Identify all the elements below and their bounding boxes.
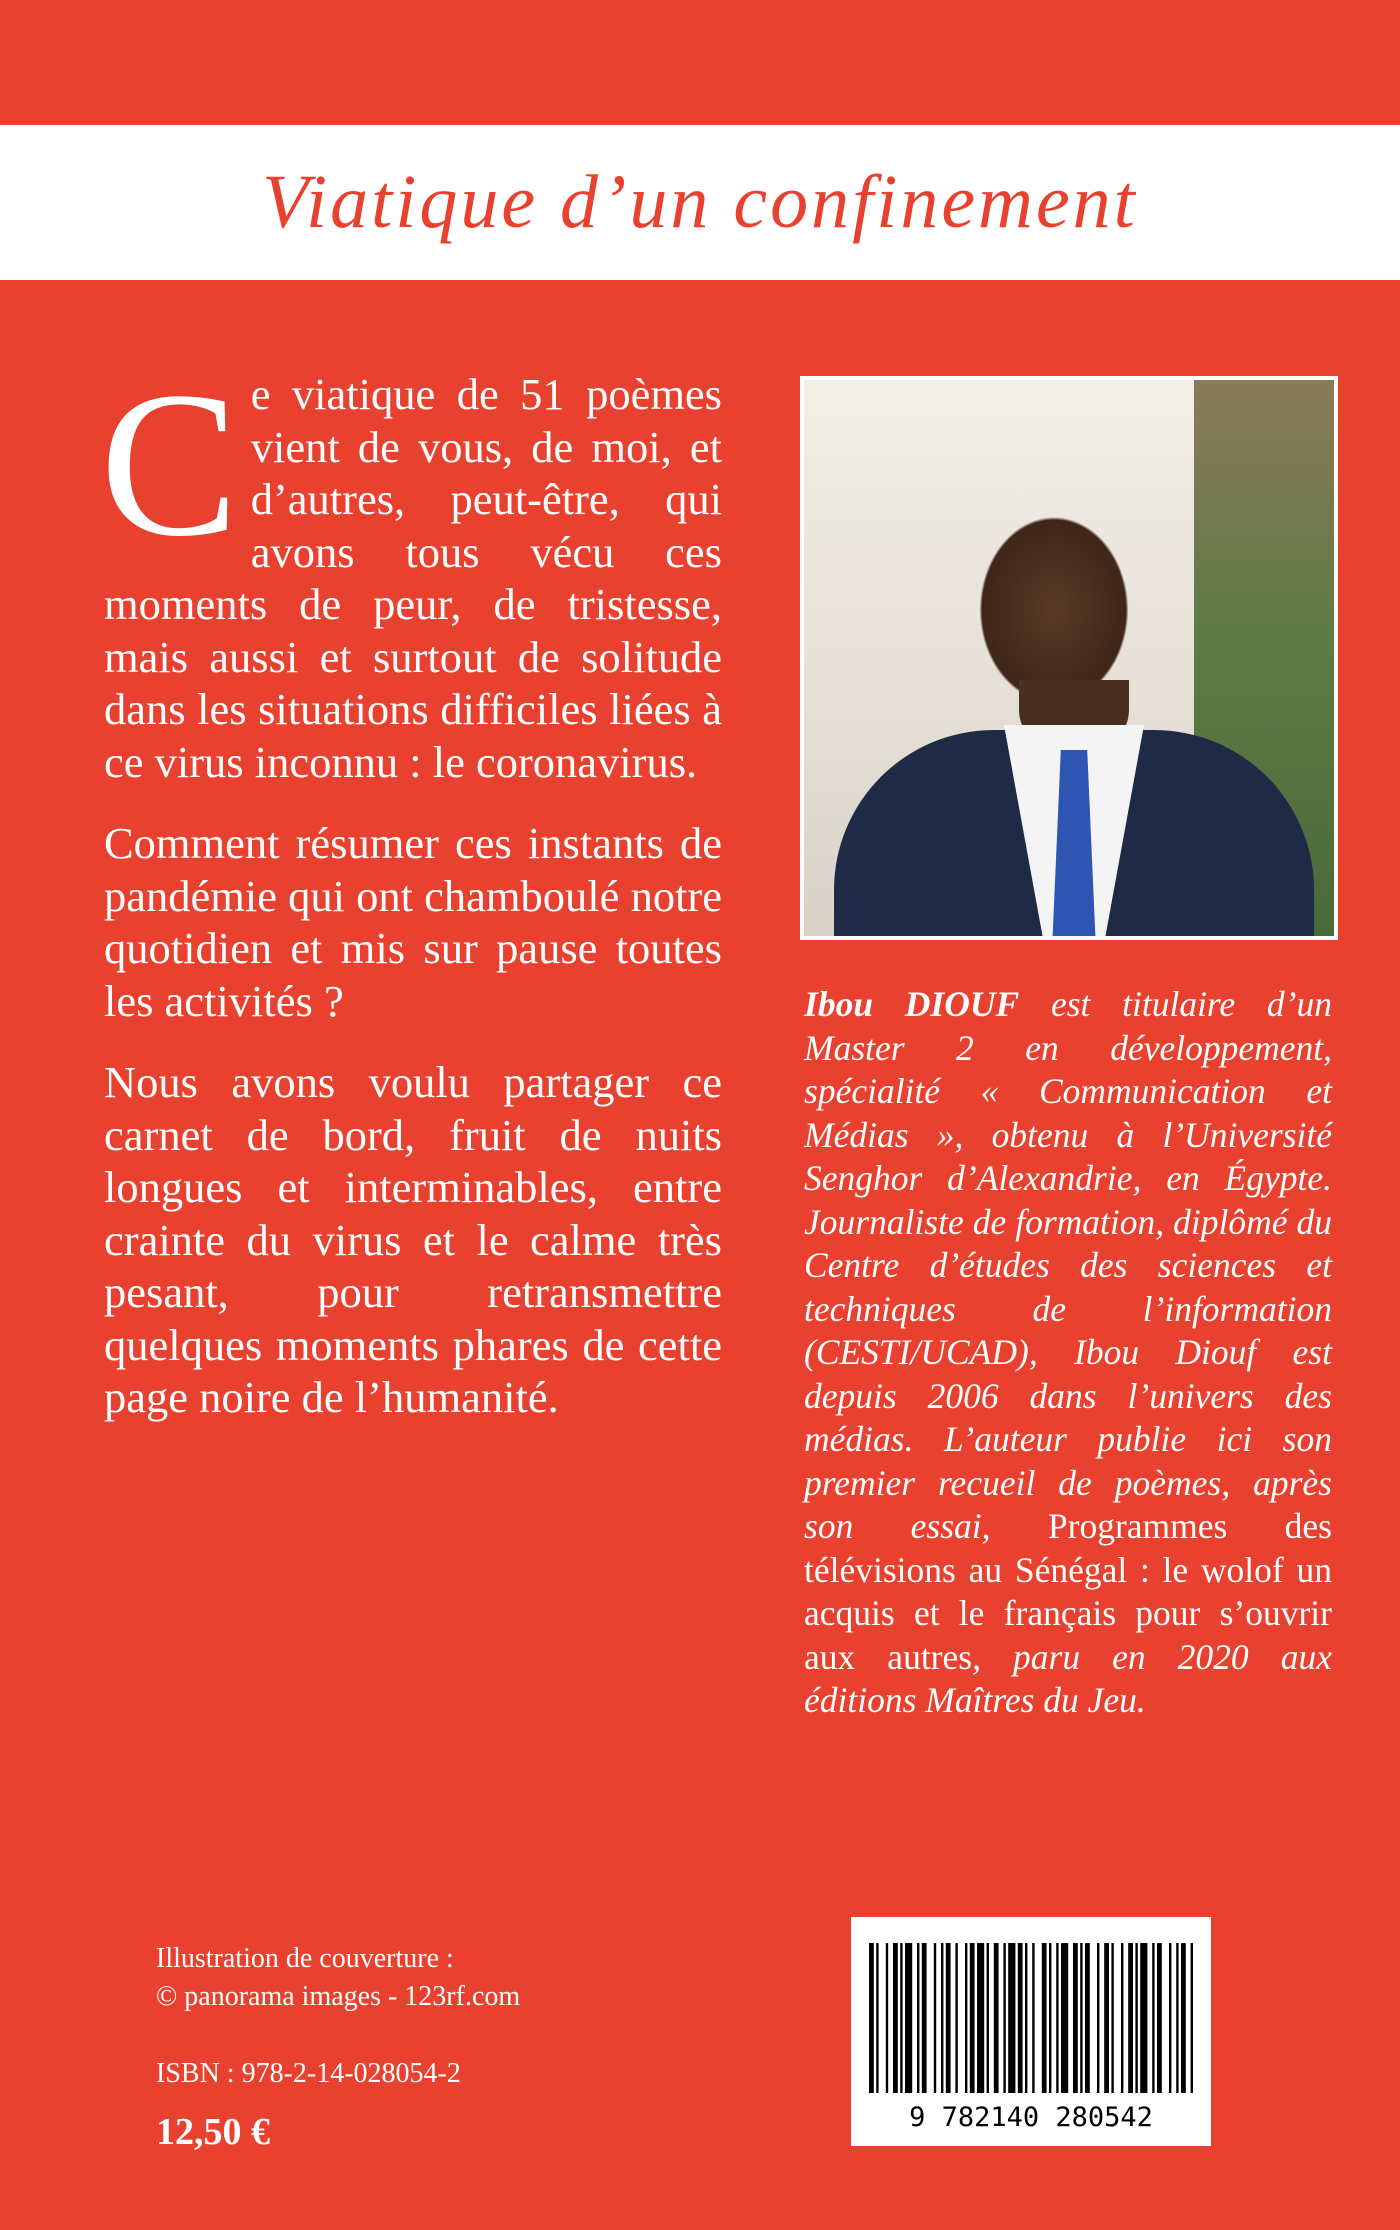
bio-text-b: , paru en 2020 aux éditions Maîtres du Jeu. (804, 1636, 1332, 1720)
blurb (100, 349, 722, 1453)
barcode-bar (946, 1943, 951, 2093)
barcode-bar (970, 1943, 975, 2093)
barcode-bar (994, 1943, 999, 2093)
barcode-digits: 9 782140 280542 (909, 2102, 1153, 2133)
barcode-bar (941, 1943, 943, 2093)
barcode-bar (1061, 1943, 1068, 2093)
bio-essay-title: Programmes des télévisions au Sénégal : le wolof un acquis et le français pour s’ouvrir aux autres (804, 1506, 1332, 1677)
blurb-paragraph-2: Comment résumer ces instants de pandémie qui ont chamboulé notre quotidien et mis sur pause toutes les activités ? (104, 818, 722, 1026)
barcode-bar (922, 1943, 927, 2093)
blurb-paragraph-1 (100, 349, 722, 788)
barcode-bar (1140, 1943, 1147, 2093)
barcode-bar (1121, 1943, 1123, 2093)
barcode-bar (934, 1943, 936, 2093)
barcode-bar (1049, 1943, 1051, 2093)
barcode-bar (1152, 1943, 1154, 2093)
title-band (0, 125, 1400, 280)
barcode-bar (1032, 1943, 1034, 2093)
barcode-bar (893, 1943, 898, 2093)
barcode-bar (1073, 1943, 1078, 2093)
barcode-bar (1025, 1943, 1027, 2093)
barcode-bar (869, 1943, 874, 2093)
barcode-bar (1018, 1943, 1023, 2093)
barcode-bar (1008, 1943, 1015, 2093)
barcode-bars (869, 1943, 1193, 2093)
barcode-bar (1169, 1943, 1171, 2093)
drop-cap: C (100, 349, 239, 579)
barcode-bar (905, 1943, 912, 2093)
barcode (851, 1917, 1211, 2146)
author-photo (800, 376, 1338, 940)
barcode-bar (876, 1943, 878, 2093)
barcode-bar (965, 1943, 967, 2093)
barcode-bar (1135, 1943, 1137, 2093)
barcode-bar (1085, 1943, 1090, 2093)
barcode-bar (1157, 1943, 1162, 2093)
barcode-bar (917, 1943, 919, 2093)
author-bio (804, 983, 1332, 1723)
barcode-bar (1181, 1943, 1186, 2093)
barcode-bar (955, 1943, 957, 2093)
blurb-paragraph-3: Nous avons voulu partager ce carnet de bord, fruit de nuits longues et interminables, entre crainte du virus et le calme très pesant, pour retransmettre quelques moments phares de cette page noire de l’humanité. (104, 1057, 722, 1422)
credits-line-2: © panorama images - 123rf.com (156, 1981, 521, 2012)
cover-credits (156, 1940, 520, 2016)
author-name: Ibou DIOUF (804, 984, 1020, 1024)
barcode-bar (1056, 1943, 1058, 2093)
barcode-bar (1191, 1943, 1193, 2093)
barcode-bar (1097, 1943, 1099, 2093)
barcode-bar (1128, 1943, 1133, 2093)
credits-line-1: Illustration de couverture : (156, 1943, 454, 1974)
blurb-paragraph-1-text: e viatique de 51 poèmes vient de vous, de moi, et d’autres, peut-être, qui avons tous vécu ces moments de peur, de tristesse, mais aussi et surtout de solitude dans les situations difficiles liées à ce virus inconnu : le coronavirus. (104, 369, 722, 787)
barcode-bar (977, 1943, 984, 2093)
barcode-svg (851, 1917, 1211, 2146)
price: 12,50 € (156, 2111, 270, 2153)
book-title: Viatique d’un confinement (262, 160, 1138, 244)
barcode-bar (886, 1943, 888, 2093)
barcode-bar (1080, 1943, 1082, 2093)
barcode-bar (1003, 1943, 1005, 2093)
barcode-bar (1042, 1943, 1047, 2093)
barcode-bar (1111, 1943, 1113, 2093)
barcode-bar (1176, 1943, 1178, 2093)
barcode-bar (987, 1943, 989, 2093)
barcode-bar (1104, 1943, 1109, 2093)
bio-text-a: est titulaire d’un Master 2 en développement, spécialité « Communication et Médias », obtenu à l’Université Senghor d’Alexandrie, en Égypte. Journaliste de formation, diplômé du Centre d’études des sciences et techniques de l’information (CESTI/UCAD), Ibou Diouf est depuis 2006 dans l’univers des médias. L’auteur publie ici son premier recueil de poèmes, après son essai, (804, 984, 1332, 1546)
isbn: ISBN : 978-2-14-028054-2 (156, 2058, 461, 2089)
barcode-bar (900, 1943, 902, 2093)
